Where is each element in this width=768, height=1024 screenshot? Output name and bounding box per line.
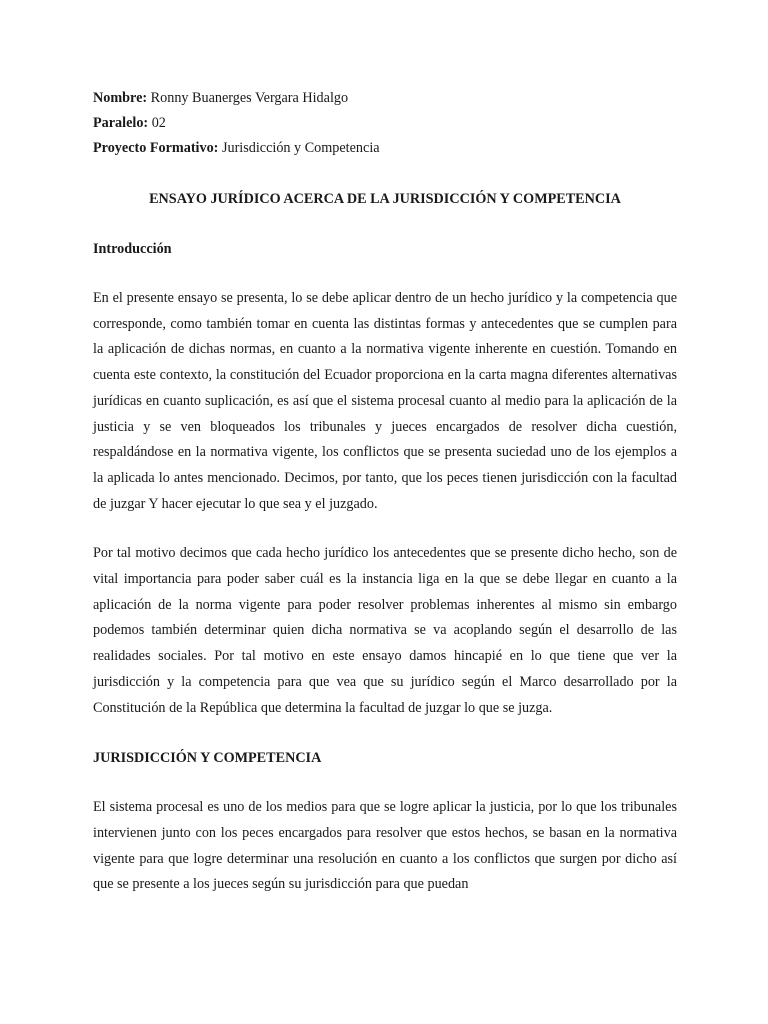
project-value: Jurisdicción y Competencia (221, 140, 380, 156)
paragraph-jurisdiccion-1: El sistema procesal es uno de los medios para que se logre aplicar la justicia, por lo que los tribunales intervienen junto con los peces encargados para resolver que estos hechos, se basan en la normativa vigente para que logre determinar una resolución en cuanto a los conflictos que surgen por dicho así que se presente a los jueces según su jurisdicción para que puedan (93, 799, 677, 893)
name-line (93, 86, 677, 111)
name-label: Nombre: (93, 90, 148, 106)
paralelo-label: Paralelo: (93, 115, 149, 131)
section-heading-introduction: Introducción (93, 241, 172, 257)
paralelo-value: 02 (151, 115, 166, 131)
section-heading-jurisdiccion: JURISDICCIÓN Y COMPETENCIA (93, 750, 322, 767)
project-line (93, 136, 677, 161)
paragraph-intro-1: En el presente ensayo se presenta, lo se debe aplicar dentro de un hecho jurídico y la competencia que corresponde, como también tomar en cuenta las distintas formas y antecedentes que se cumplen para la aplicación de dichas normas, en cuanto a la normativa vigente inherente en cuestión. Tomando en cuenta este contexto, la constitución del Ecuador proporciona en la carta magna diferentes alternativas jurídicas en cuanto suplicación, es así que el sistema procesal cuanto al medio para la aplicación de la justicia y se ven bloqueados los tribunales y jueces encargados de resolver dicha cuestión, respaldándose en la normativa vigente, los conflictos que se presenta suciedad uno de los ejemplos a la aplicada lo antes mencionado. Decimos, por tanto, que los peces tienen jurisdicción con la facultad de juzgar Y hacer ejecutar lo que sea y el juzgado. (93, 290, 677, 512)
name-value: Ronny Buanerges Vergara Hidalgo (150, 90, 349, 106)
document-title: ENSAYO JURÍDICO ACERCA DE LA JURISDICCIÓN Y COMPETENCIA (149, 191, 621, 207)
paralelo-line (93, 111, 677, 136)
project-label: Proyecto Formativo: (93, 140, 219, 156)
paragraph-intro-2: Por tal motivo decimos que cada hecho jurídico los antecedentes que se presente dicho hecho, son de vital importancia para poder saber cuál es la instancia liga en la que se debe llegar en cuanto a la aplicación de la norma vigente para poder resolver problemas inherentes al mismo sin embargo podemos también determinar quien dicha normativa se va acoplando según el desarrollo de las realidades sociales. Por tal motivo en este ensayo damos hincapié en lo que tiene que ver la jurisdicción y la competencia para que vea que su jurídico según el Marco desarrollado por la Constitución de la República que determina la facultad de juzgar lo que se juzga. (93, 545, 677, 716)
document-page (93, 86, 677, 898)
